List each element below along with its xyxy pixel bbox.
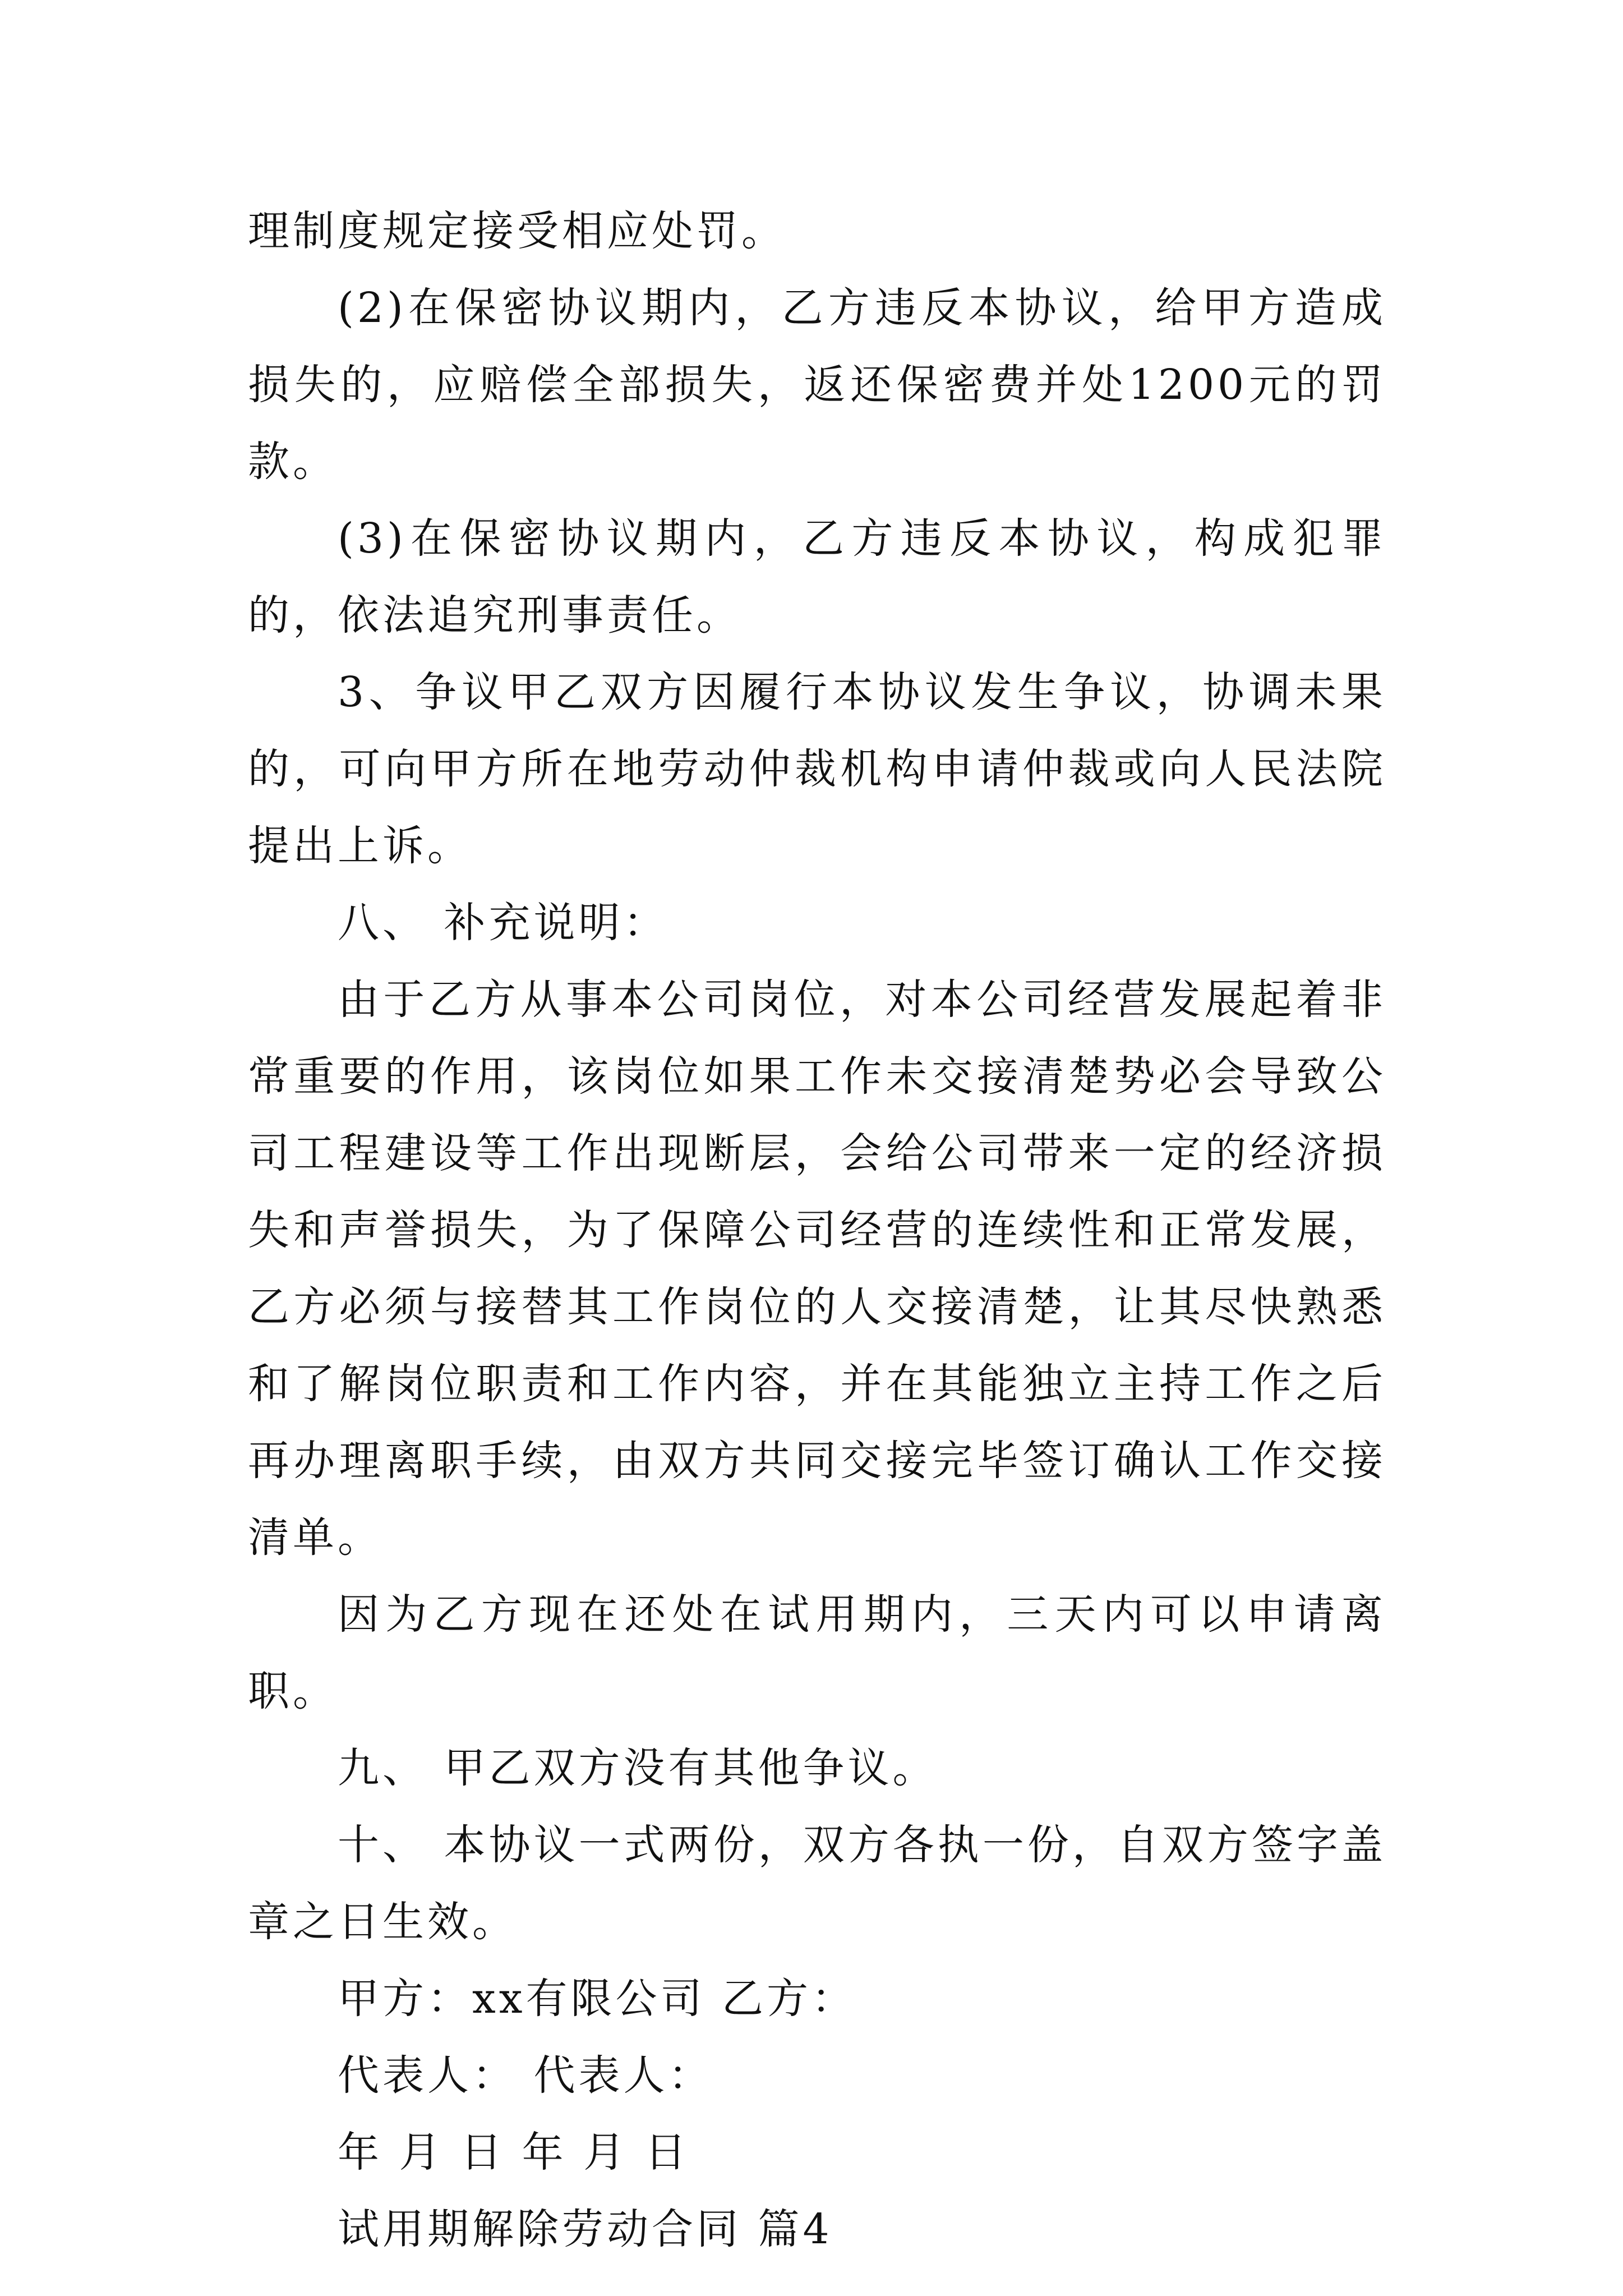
paragraph-handover: 由于乙方从事本公司岗位，对本公司经营发展起着非常重要的作用，该岗位如果工作未交接清楚势必会导致公司工程建设等工作出现断层，会给公司带来一定的经济损失和声誉损失，为了保障公司经营的连续性和正常发展，乙方必须与接替其工作岗位的人交接清楚，让其尽快熟悉和了解岗位职责和工作内容，并在其能独立主持工作之后再办理离职手续，由双方共同交接完毕签订确认工作交接清单。 — [248, 976, 1386, 1562]
signature-parties: 甲方：xx有限公司 乙方： — [338, 1975, 856, 2023]
signature-representatives: 代表人： 代表人： — [338, 2051, 713, 2100]
paragraph-dispute: 3、争议甲乙双方因履行本协议发生争议，协调未果的，可向甲方所在地劳动仲裁机构申请仲裁或向人民法院提出上诉。 — [248, 668, 1386, 870]
paragraph-probation: 因为乙方现在还处在试用期内，三天内可以申请离职。 — [248, 1590, 1386, 1715]
heading-supplementary-notes: 八、 补充说明： — [338, 899, 668, 947]
section-title: 试用期解除劳动合同 篇4 — [338, 2205, 833, 2253]
paragraph-penalty-continued: 理制度规定接受相应处罚。 — [248, 207, 786, 255]
document-body — [248, 193, 1386, 2268]
paragraph-clause-3: (3)在保密协议期内，乙方违反本协议，构成犯罪的，依法追究刑事责任。 — [248, 514, 1386, 639]
paragraph-copies: 十、 本协议一式两份，双方各执一份，自双方签字盖章之日生效。 — [248, 1821, 1386, 1946]
paragraph-no-dispute: 九、 甲乙双方没有其他争议。 — [338, 1744, 938, 1792]
paragraph-clause-2: (2)在保密协议期内，乙方违反本协议，给甲方造成损失的，应赔偿全部损失，返还保密费并处1200元的罚款。 — [248, 284, 1386, 486]
signature-dates: 年 月 日 年 月 日 — [338, 2128, 690, 2177]
